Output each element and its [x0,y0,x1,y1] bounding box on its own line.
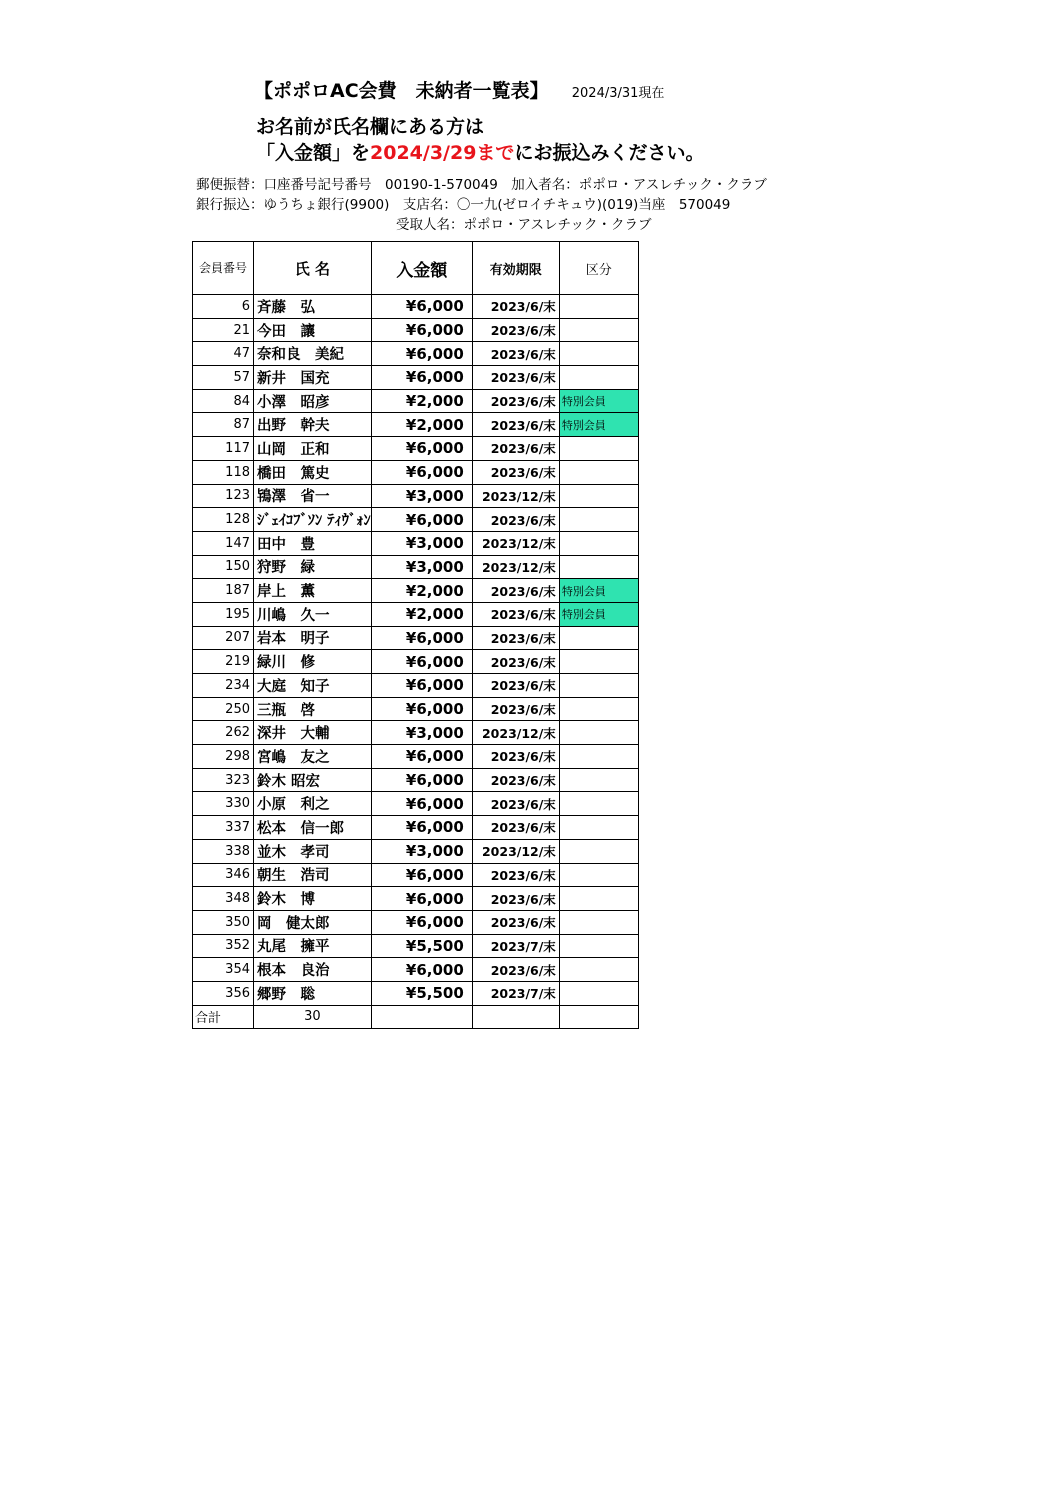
member-name: 岸上 薫 [254,579,372,603]
member-category [559,318,638,342]
member-category [559,674,638,698]
payment-amount: ¥6,000 [371,318,472,342]
member-category [559,745,638,769]
expiry-date: 2023/6/末 [472,745,559,769]
total-row [193,1005,639,1028]
header-amount: 入金額 [371,242,472,295]
expiry-date: 2023/6/末 [472,697,559,721]
payment-amount: ¥6,000 [371,366,472,390]
header-number: 会員番号 [193,242,254,295]
total-empty-cell [371,1005,472,1028]
member-name: 狩野 緑 [254,555,372,579]
member-name: 郷野 聡 [254,981,372,1005]
postal-transfer-info: 郵便振替：口座番号記号番号 00190-1-570049 加入者名：ポポロ・アスレチック・クラブ [196,177,767,193]
member-number: 356 [193,981,254,1005]
member-category [559,626,638,650]
table-row [193,674,639,698]
member-category [559,958,638,982]
member-number: 187 [193,579,254,603]
table-row [193,342,639,366]
unpaid-members-table [192,241,639,1029]
table-row [193,863,639,887]
member-number: 118 [193,460,254,484]
table-row [193,413,639,437]
table-row [193,910,639,934]
expiry-date: 2023/6/末 [472,602,559,626]
table-row [193,934,639,958]
expiry-date: 2023/12/末 [472,839,559,863]
expiry-date: 2023/12/末 [472,721,559,745]
payment-amount: ¥2,000 [371,389,472,413]
member-name: 松本 信一郎 [254,816,372,840]
member-name: 大庭 知子 [254,674,372,698]
table-row [193,318,639,342]
table-row [193,389,639,413]
member-name: 宮嶋 友之 [254,745,372,769]
table-row [193,295,639,319]
member-number: 352 [193,934,254,958]
member-number: 219 [193,650,254,674]
total-empty-cell [559,1005,638,1028]
table-row [193,887,639,911]
expiry-date: 2023/7/末 [472,981,559,1005]
payment-amount: ¥5,500 [371,934,472,958]
member-name: 小原 利之 [254,792,372,816]
expiry-date: 2023/12/末 [472,555,559,579]
header-expiry: 有効期限 [472,242,559,295]
expiry-date: 2023/6/末 [472,579,559,603]
member-name: 深井 大輔 [254,721,372,745]
recipient-info: 受取人名：ポポロ・アスレチック・クラブ [396,217,652,233]
member-number: 47 [193,342,254,366]
payment-amount: ¥6,000 [371,342,472,366]
member-category: 特別会員 [559,413,638,437]
member-number: 323 [193,768,254,792]
member-number: 150 [193,555,254,579]
member-number: 207 [193,626,254,650]
expiry-date: 2023/6/末 [472,674,559,698]
expiry-date: 2023/12/末 [472,531,559,555]
expiry-date: 2023/12/末 [472,484,559,508]
table-row [193,958,639,982]
table-row [193,981,639,1005]
member-name: 丸尾 擁平 [254,934,372,958]
payment-amount: ¥6,000 [371,745,472,769]
total-count: 30 [254,1005,372,1028]
member-category [559,650,638,674]
table-row [193,437,639,461]
table-row [193,745,639,769]
member-category [559,934,638,958]
member-category [559,910,638,934]
payment-amount: ¥3,000 [371,484,472,508]
payment-amount: ¥3,000 [371,531,472,555]
expiry-date: 2023/6/末 [472,389,559,413]
expiry-date: 2023/6/末 [472,342,559,366]
member-number: 262 [193,721,254,745]
total-label: 合計 [193,1005,254,1028]
payment-amount: ¥6,000 [371,650,472,674]
table-row [193,721,639,745]
header-name: 氏 名 [254,242,372,295]
expiry-date: 2023/6/末 [472,816,559,840]
payment-amount: ¥6,000 [371,626,472,650]
expiry-date: 2023/7/末 [472,934,559,958]
member-name: 根本 良治 [254,958,372,982]
member-number: 87 [193,413,254,437]
member-category [559,295,638,319]
member-number: 330 [193,792,254,816]
member-name: ｼﾞｪｲｺﾌﾞｿﾝ ﾃｨｳﾞｫﾝ [254,508,372,532]
member-category [559,508,638,532]
table-row [193,555,639,579]
member-name: 小澤 昭彦 [254,389,372,413]
member-name: 並木 孝司 [254,839,372,863]
payment-amount: ¥3,000 [371,555,472,579]
notice-prefix: 「入金額」を [256,142,371,164]
notice-line-1: お名前が氏名欄にある方は [256,116,485,138]
member-name: 鴇澤 省一 [254,484,372,508]
expiry-date: 2023/6/末 [472,366,559,390]
member-number: 21 [193,318,254,342]
member-category [559,768,638,792]
member-category [559,981,638,1005]
member-name: 田中 豊 [254,531,372,555]
table-row [193,484,639,508]
expiry-date: 2023/6/末 [472,887,559,911]
member-number: 354 [193,958,254,982]
expiry-date: 2023/6/末 [472,768,559,792]
member-number: 348 [193,887,254,911]
page-title: 【ポポロAC会費 未納者一覧表】 [254,80,549,102]
expiry-date: 2023/6/末 [472,413,559,437]
payment-amount: ¥6,000 [371,887,472,911]
payment-amount: ¥6,000 [371,697,472,721]
member-name: 新井 国充 [254,366,372,390]
member-number: 195 [193,602,254,626]
payment-deadline: 2024/3/29まで [370,142,515,164]
member-name: 朝生 浩司 [254,863,372,887]
header-category: 区分 [559,242,638,295]
expiry-date: 2023/6/末 [472,626,559,650]
member-category [559,484,638,508]
member-number: 147 [193,531,254,555]
member-number: 128 [193,508,254,532]
expiry-date: 2023/6/末 [472,437,559,461]
member-category [559,721,638,745]
member-number: 350 [193,910,254,934]
member-category: 特別会員 [559,602,638,626]
table-row [193,626,639,650]
member-name: 斉藤 弘 [254,295,372,319]
member-number: 234 [193,674,254,698]
payment-amount: ¥6,000 [371,958,472,982]
member-name: 緑川 修 [254,650,372,674]
expiry-date: 2023/6/末 [472,792,559,816]
payment-amount: ¥6,000 [371,910,472,934]
member-category [559,792,638,816]
member-name: 橋田 篤史 [254,460,372,484]
member-number: 123 [193,484,254,508]
member-category [559,531,638,555]
table-row [193,602,639,626]
table-header-row [193,242,639,295]
member-number: 346 [193,863,254,887]
member-category [559,887,638,911]
table-row [193,531,639,555]
member-name: 鈴木 博 [254,887,372,911]
member-number: 338 [193,839,254,863]
table-row [193,460,639,484]
member-name: 岡 健太郎 [254,910,372,934]
member-category [559,555,638,579]
expiry-date: 2023/6/末 [472,650,559,674]
payment-amount: ¥6,000 [371,460,472,484]
table-row [193,366,639,390]
member-number: 298 [193,745,254,769]
member-number: 84 [193,389,254,413]
table-row [193,816,639,840]
payment-amount: ¥6,000 [371,768,472,792]
table-row [193,508,639,532]
member-number: 57 [193,366,254,390]
member-name: 鈴木 昭宏 [254,768,372,792]
expiry-date: 2023/6/末 [472,318,559,342]
payment-amount: ¥6,000 [371,674,472,698]
member-name: 岩本 明子 [254,626,372,650]
member-number: 6 [193,295,254,319]
member-category [559,437,638,461]
table-row [193,768,639,792]
member-category [559,697,638,721]
notice-suffix: にお振込みください。 [514,142,705,164]
payment-amount: ¥2,000 [371,602,472,626]
member-category [559,863,638,887]
payment-amount: ¥6,000 [371,816,472,840]
member-name: 山岡 正和 [254,437,372,461]
table-row [193,839,639,863]
member-name: 奈和良 美紀 [254,342,372,366]
payment-amount: ¥6,000 [371,863,472,887]
member-category: 特別会員 [559,389,638,413]
member-category: 特別会員 [559,579,638,603]
member-number: 337 [193,816,254,840]
as-of-date: 2024/3/31現在 [571,86,665,101]
expiry-date: 2023/6/末 [472,910,559,934]
expiry-date: 2023/6/末 [472,863,559,887]
bank-transfer-info: 銀行振込：ゆうちょ銀行(9900) 支店名：〇一九(ゼロイチキュウ)(019)当座 570049 [196,197,731,213]
title-line [254,76,664,103]
member-name: 今田 讓 [254,318,372,342]
payment-amount: ¥6,000 [371,437,472,461]
table-row [193,579,639,603]
expiry-date: 2023/6/末 [472,958,559,982]
total-empty-cell [472,1005,559,1028]
expiry-date: 2023/6/末 [472,508,559,532]
table-row [193,697,639,721]
member-name: 三瓶 啓 [254,697,372,721]
member-category [559,816,638,840]
payment-amount: ¥3,000 [371,839,472,863]
expiry-date: 2023/6/末 [472,295,559,319]
member-name: 川嶋 久一 [254,602,372,626]
payment-amount: ¥6,000 [371,295,472,319]
notice-line-2 [256,138,704,165]
member-name: 出野 幹夫 [254,413,372,437]
payment-amount: ¥3,000 [371,721,472,745]
member-category [559,460,638,484]
payment-amount: ¥2,000 [371,413,472,437]
member-category [559,342,638,366]
member-category [559,366,638,390]
payment-amount: ¥5,500 [371,981,472,1005]
payment-amount: ¥6,000 [371,792,472,816]
member-category [559,839,638,863]
member-number: 250 [193,697,254,721]
payment-amount: ¥6,000 [371,508,472,532]
member-number: 117 [193,437,254,461]
table-row [193,792,639,816]
expiry-date: 2023/6/末 [472,460,559,484]
table-row [193,650,639,674]
payment-amount: ¥2,000 [371,579,472,603]
